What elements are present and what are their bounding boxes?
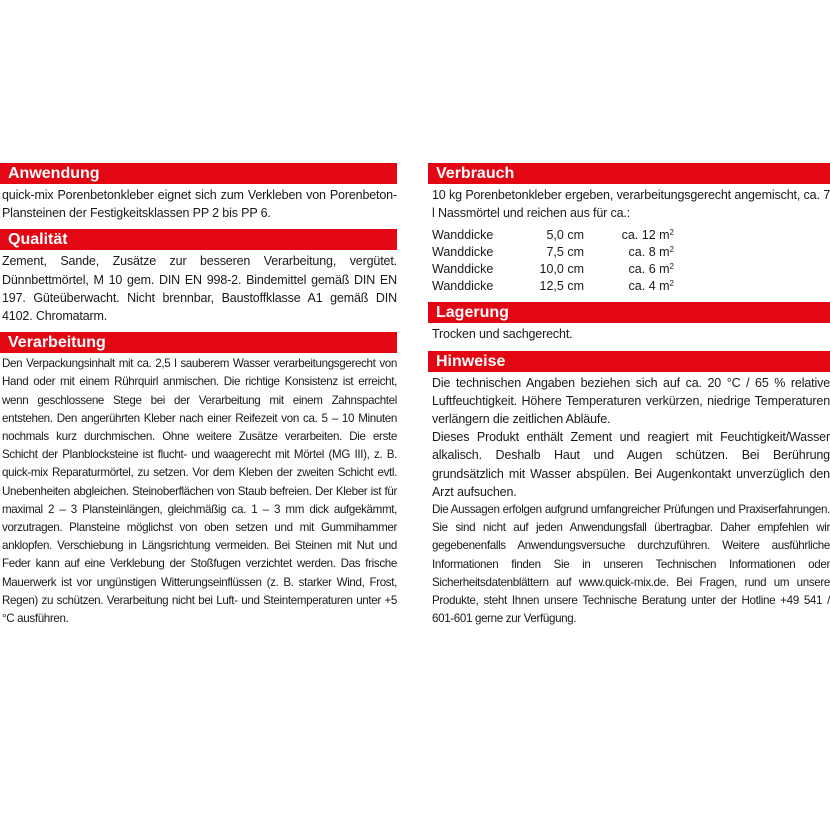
hinweise-text-2: Dieses Produkt enthält Zement und reagiert mit Feuchtigkeit/Wasser alkalisch. Deshalb Haut und Augen schützen. Bei Berührung grundsätzlich mit Wasser abspülen. Bei Augenkontakt unverzüglich den Arzt aufsuchen.: [432, 430, 830, 499]
wall-label: Wanddicke: [432, 245, 494, 260]
right-column: [428, 163, 830, 628]
wall-label: Wanddicke: [432, 279, 494, 294]
coverage-area: ca. 6 $m^2$: [628, 262, 674, 277]
qualitaet-heading: Qualität: [0, 229, 397, 250]
verbrauch-table: [432, 227, 674, 295]
verarbeitung-text: Den Verpackungsinhalt mit ca. 2,5 l sauberem Wasser verarbeitungsgerecht von Hand oder mit einem Rührquirl anmischen. Die richtige Konsistenz ist erreicht, wenn geschlossene Stege bei der Verarbeitung mit einem Zahnspachtel entstehen. Den angerührten Kleber nach einer Reifezeit von ca. 5 – 10 Minuten nochmals kurz durchmischen. Ohne weitere Zusätze verarbeiten. Die erste Schicht der Planblocksteine ist flucht- und waagerecht mit Mörtel (MG III), z. B. quick-mix Reparaturmörtel, zu setzen. Vor dem Kleben der zweiten Schicht evtl. Unebenheiten abgleichen. Steinoberflächen von Staub befreien. Der Kleber ist für maximal 2 – 3 Plansteinlängen, gleichmäßig ca. 1 – 3 mm dick aufgekämmt, vorzutragen. Plansteine möglichst von oben setzen und mit Gummihammer anklopfen. Verschiebung in Längsrichtung vermeiden. Bei Steinen mit Nut und Feder kann auf eine Verklebung der Stoßfugen verzichtet werden. Das frische Mauerwerk ist vor ungünstigen Witterungseinflüssen (z. B. starker Wind, Frost, Regen) zu schützen. Verarbeitung nicht bei Luft- und Steintemperaturen unter +5 °C ausführen.: [2, 357, 397, 626]
hinweise-heading: Hinweise: [428, 351, 830, 372]
coverage-area: ca. 12 $m^2$: [621, 228, 674, 243]
verbrauch-text: 10 kg Porenbetonkleber ergeben, verarbeitungsgerecht angemischt, ca. 7 l Nassmörtel und reichen aus für ca.:: [432, 188, 830, 221]
wall-label: Wanddicke: [432, 262, 494, 277]
table-row: [432, 261, 674, 278]
hinweise-text-1: Die technischen Angaben beziehen sich auf ca. 20 °C / 65 % relative Luftfeuchtigkeit. Höhere Temperaturen verkürzen, niedrige Temperaturen verlängern die zeitlichen Abläufe.: [432, 375, 830, 427]
table-row: [432, 227, 674, 244]
coverage-area: ca. 4 $m^2$: [628, 279, 674, 294]
wall-thickness: 5,0 cm: [546, 228, 584, 243]
wall-label: Wanddicke: [432, 228, 494, 243]
lagerung-text: Trocken und sachgerecht.: [432, 327, 573, 342]
hinweise-text-3: Die Aussagen erfolgen aufgrund umfangreicher Prüfungen und Praxiserfahrungen. Sie sind nicht auf jeden Anwendungsfall übertragbar. Daher empfehlen wir gegebenenfalls Anwendungsversuche durchzuführen. Weitere ausführliche Informationen finden Sie in unseren Technischen Informationen oder Sicherheitsdatenblättern auf www.quick-mix.de. Bei Fragen, rund um unsere Produkte, steht Ihnen unsere Technische Beratung unter der Hotline +49 541 / 601-601 gerne zur Verfügung.: [432, 503, 830, 626]
lagerung-heading: Lagerung: [428, 302, 830, 323]
qualitaet-text: Zement, Sande, Zusätze zur besseren Verarbeitung, vergütet. Dünnbettmörtel, M 10 gem. DIN EN 998-2. Bindemittel gemäß DIN EN 197. Güteüberwacht. Nicht brennbar, Baustoffklasse A1 gemäß DIN 4102. Chromatarm.: [2, 254, 397, 324]
wall-thickness: 12,5 cm: [539, 279, 584, 294]
anwendung-text: quick-mix Porenbetonkleber eignet sich zum Verkleben von Porenbeton-Plansteinen der Festigkeitsklassen PP 2 bis PP 6.: [2, 188, 397, 221]
wall-thickness: 10,0 cm: [539, 262, 584, 277]
verarbeitung-heading: Verarbeitung: [0, 332, 397, 353]
anwendung-heading: Anwendung: [0, 163, 397, 184]
table-row: [432, 278, 674, 295]
wall-thickness: 7,5 cm: [546, 245, 584, 260]
coverage-area: ca. 8 $m^2$: [628, 245, 674, 260]
verbrauch-heading: Verbrauch: [428, 163, 830, 184]
table-row: [432, 244, 674, 261]
left-column: [0, 163, 397, 628]
